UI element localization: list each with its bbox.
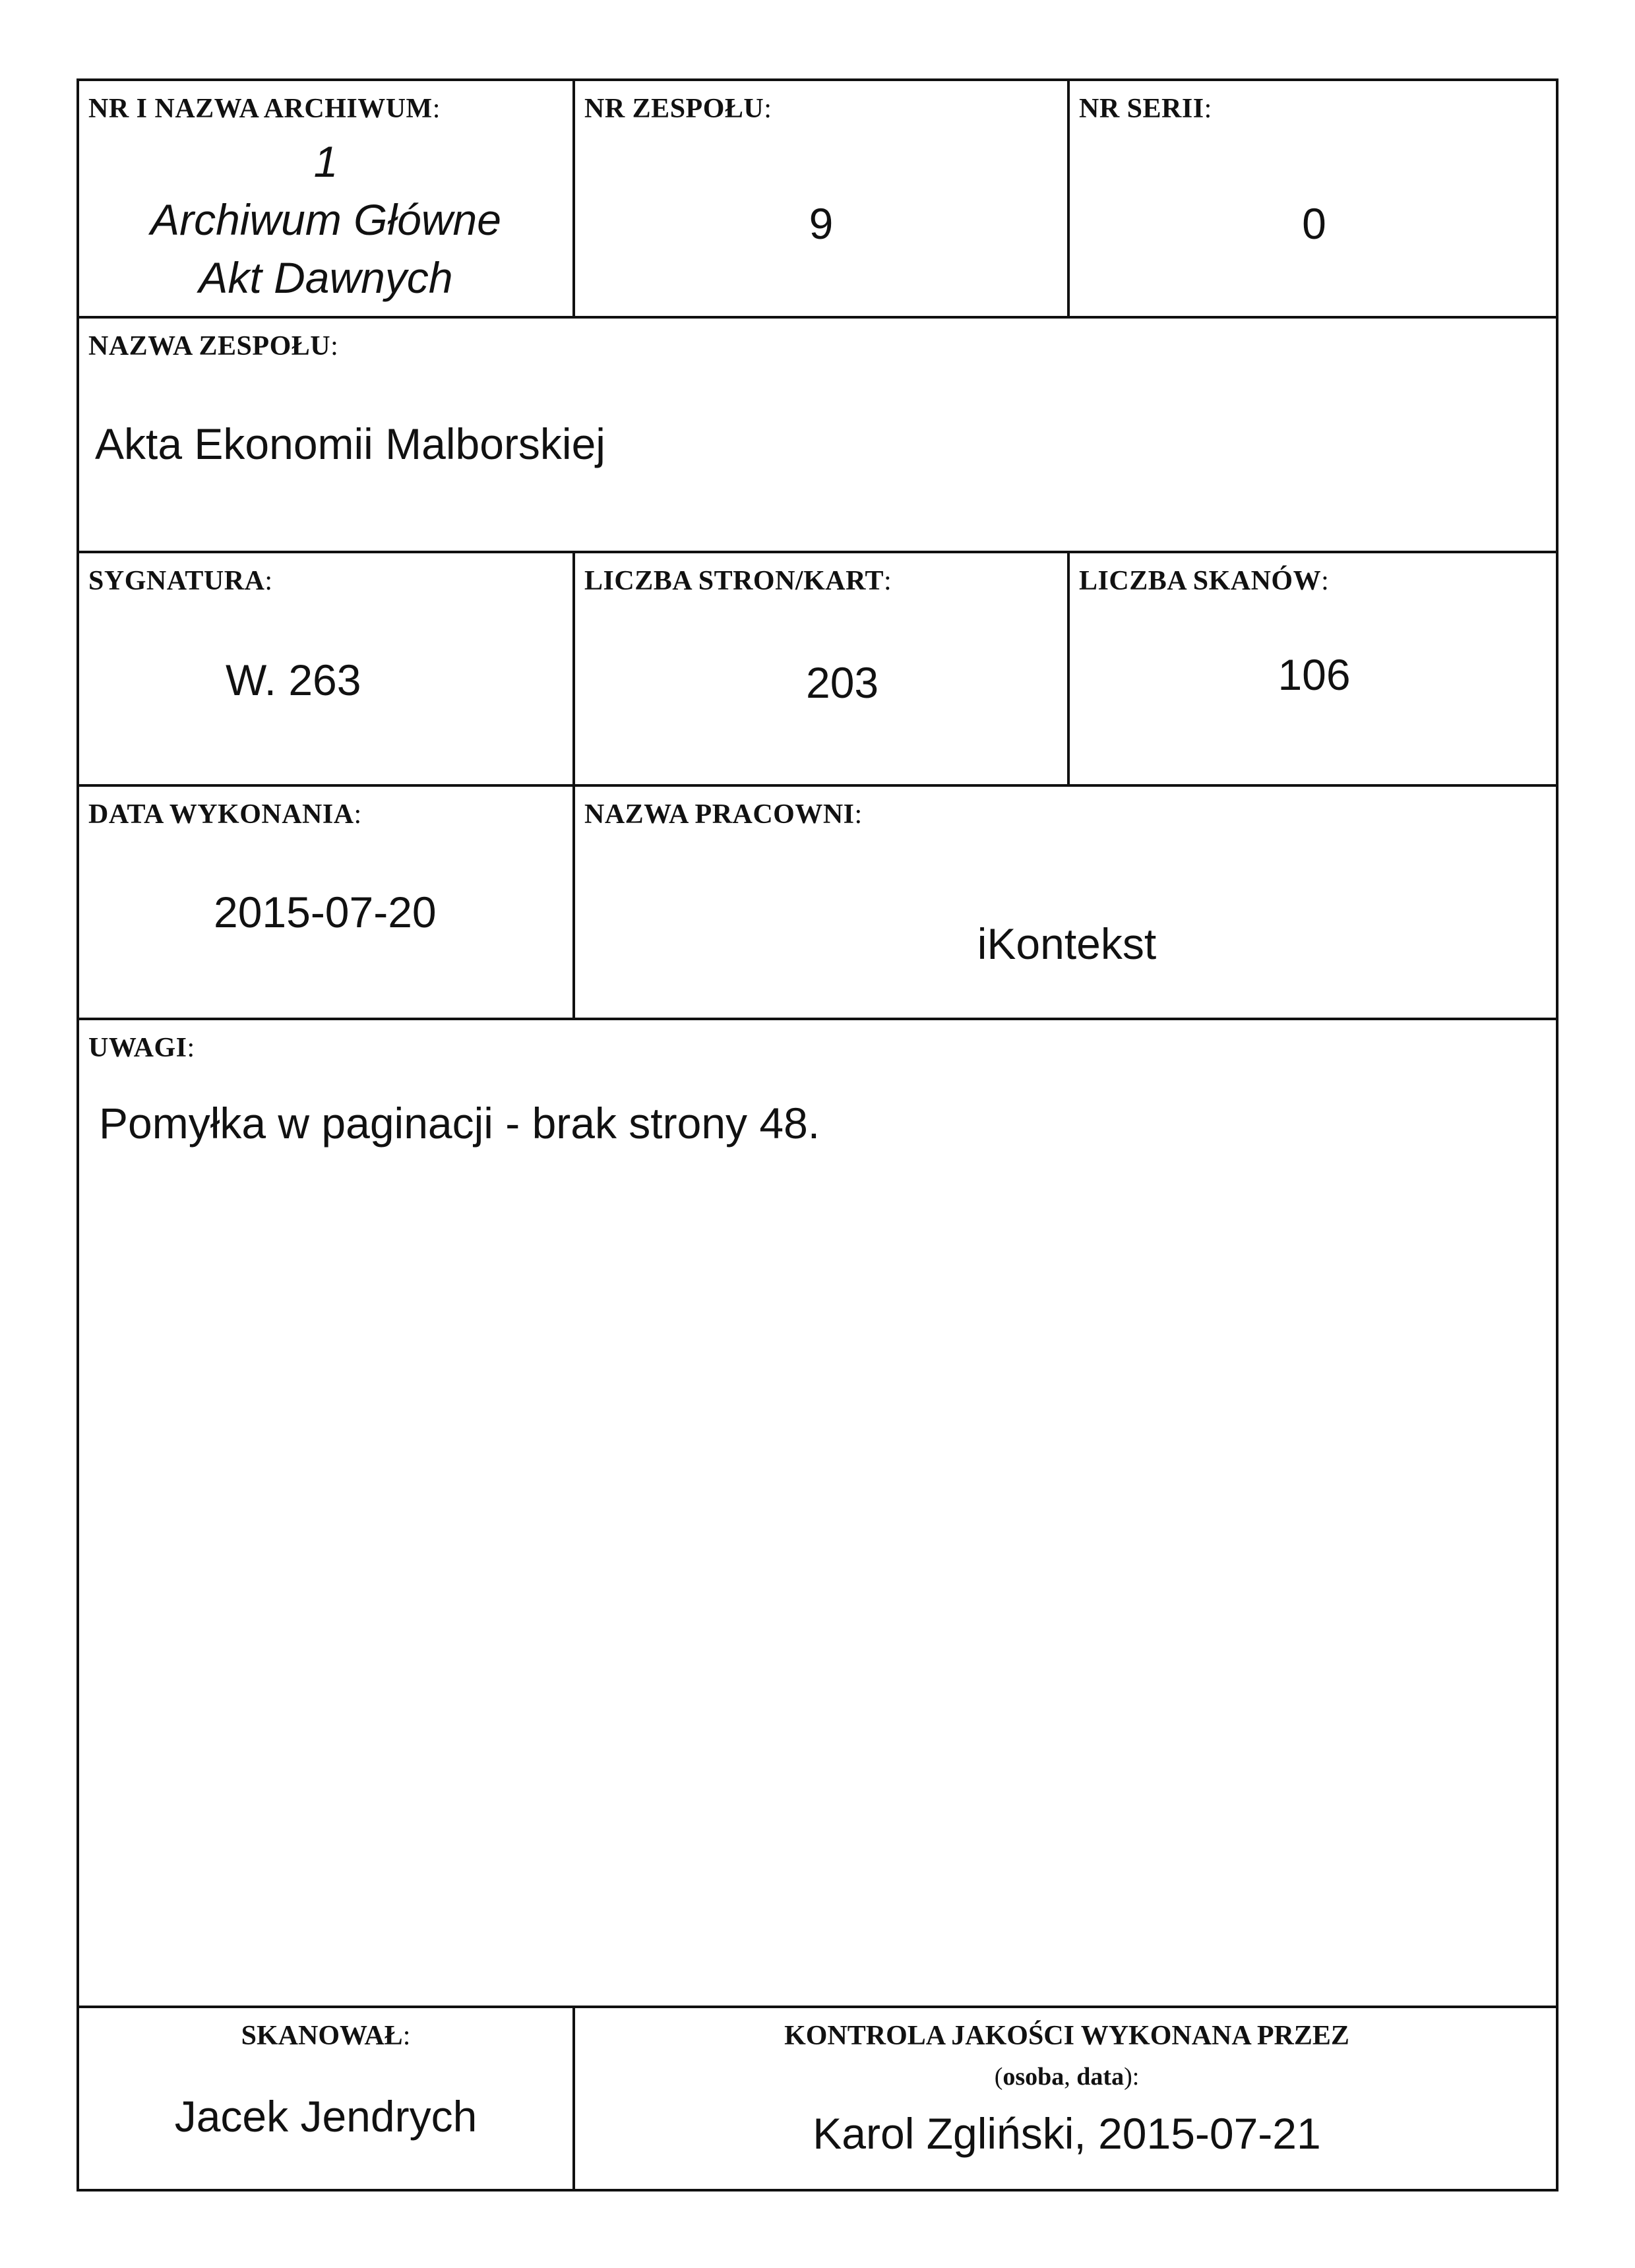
scanned-by-value: Jacek Jendrych <box>174 2092 478 2141</box>
scanned-by-label: SKANOWAŁ: <box>241 2021 411 2051</box>
quality-control-sublabel-date: data <box>1076 2063 1125 2091</box>
archive-label: NR I NAZWA ARCHIWUM: <box>88 94 441 124</box>
fonds-name-value: Akta Ekonomii Malborskiej <box>95 419 605 468</box>
quality-control-cell <box>572 2008 1558 2189</box>
notes-label-text: UWAGI <box>88 1033 187 1063</box>
form-row-fonds-name <box>79 316 1556 551</box>
form-row-date-workshop <box>79 784 1556 1018</box>
quality-control-value: Karol Zgliński, 2015-07-21 <box>813 2109 1321 2158</box>
scans-count-cell <box>1067 553 1558 784</box>
form-row-signoff <box>79 2006 1556 2189</box>
notes-label: UWAGI: <box>88 1033 195 1063</box>
fonds-name-cell <box>79 319 1556 551</box>
pages-count-value: 203 <box>806 658 879 707</box>
form-row-notes <box>79 1018 1556 2006</box>
execution-date-cell <box>79 787 572 1018</box>
form-row-archive <box>79 81 1556 316</box>
fonds-number-label-text: NR ZESPOŁU <box>584 94 764 124</box>
notes-value: Pomyłka w paginacji - brak strony 48. <box>99 1099 820 1148</box>
archive-cell <box>79 81 572 316</box>
scans-count-label-text: LICZBA SKANÓW <box>1079 566 1322 596</box>
fonds-name-label-text: NAZWA ZESPOŁU <box>88 331 331 361</box>
series-number-label: NR SERII: <box>1079 94 1212 124</box>
fonds-name-label: NAZWA ZESPOŁU: <box>88 331 339 361</box>
signature-cell <box>79 553 572 784</box>
signature-value: W. 263 <box>226 656 361 704</box>
series-number-value: 0 <box>1302 199 1326 248</box>
signature-label: SYGNATURA: <box>88 566 273 596</box>
execution-date-value: 2015-07-20 <box>214 888 437 936</box>
archive-name-line2: Akt Dawnych <box>199 253 453 302</box>
workshop-name-value: iKontekst <box>977 919 1157 968</box>
form-row-counts <box>79 551 1556 784</box>
execution-date-label: DATA WYKONANIA: <box>88 799 362 830</box>
quality-control-label: KONTROLA JAKOŚCI WYKONANA PRZEZ <box>784 2021 1349 2051</box>
fonds-number-cell <box>572 81 1067 316</box>
quality-control-sublabel-person: osoba <box>1003 2063 1064 2091</box>
quality-control-sublabel: (osoba, data): <box>994 2063 1140 2091</box>
notes-cell <box>79 1020 1556 2006</box>
scanned-by-label-text: SKANOWAŁ <box>241 2021 403 2051</box>
archive-name-block <box>79 133 572 307</box>
scans-count-label: LICZBA SKANÓW: <box>1079 566 1330 596</box>
scanned-by-cell <box>79 2008 572 2189</box>
series-number-label-text: NR SERII <box>1079 94 1204 124</box>
series-number-cell <box>1067 81 1558 316</box>
pages-count-label-text: LICZBA STRON/KART <box>584 566 884 596</box>
fonds-number-value: 9 <box>809 199 834 248</box>
execution-date-label-text: DATA WYKONANIA <box>88 799 354 830</box>
pages-count-cell <box>572 553 1067 784</box>
pages-count-label: LICZBA STRON/KART: <box>584 566 892 596</box>
archive-label-text: NR I NAZWA ARCHIWUM <box>88 94 433 124</box>
archive-number: 1 <box>313 137 338 186</box>
workshop-name-cell <box>572 787 1558 1018</box>
scans-count-value: 106 <box>1278 650 1351 699</box>
workshop-name-label: NAZWA PRACOWNI: <box>584 799 863 830</box>
signature-label-text: SYGNATURA <box>88 566 265 596</box>
fonds-number-label: NR ZESPOŁU: <box>584 94 772 124</box>
workshop-name-label-text: NAZWA PRACOWNI <box>584 799 855 830</box>
archive-name-line1: Archiwum Główne <box>150 195 501 244</box>
archive-metadata-form <box>77 78 1558 2191</box>
